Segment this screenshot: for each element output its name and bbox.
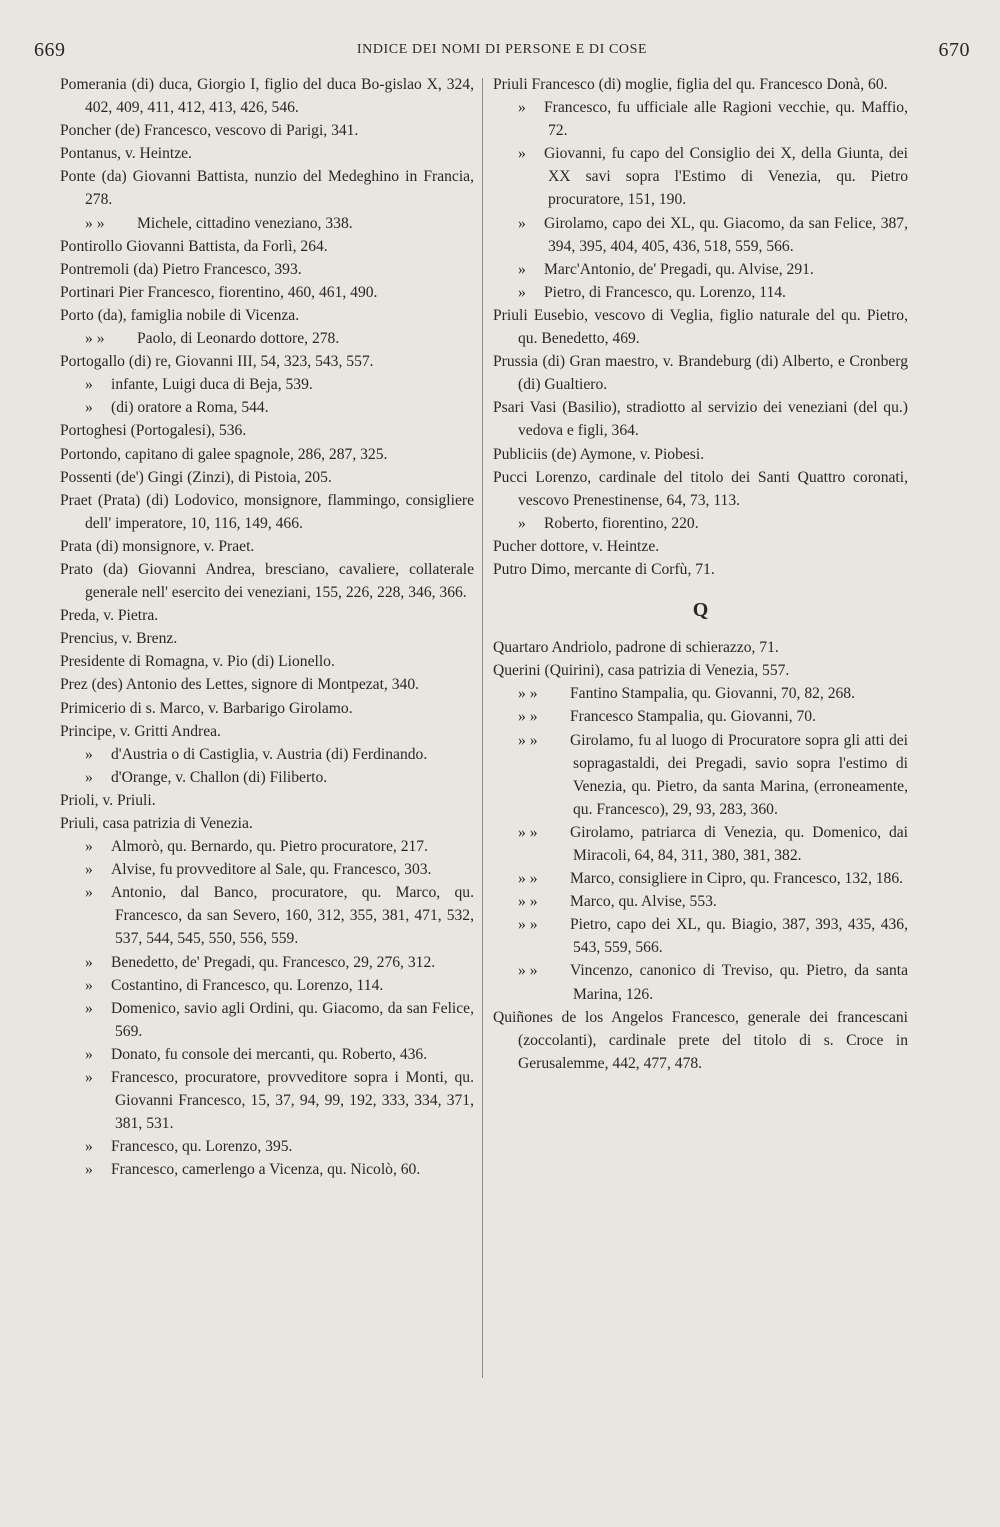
ditto-mark: » » xyxy=(518,962,538,980)
entry-text: Francesco, fu ufficiale alle Ragioni vecchie, qu. Maffio, 72. xyxy=(544,99,908,140)
entry-text: Prata (di) monsignore, v. Praet. xyxy=(60,537,255,555)
index-entry xyxy=(493,466,908,512)
entry-text: Querini (Quirini), casa patrizia di Venezia, 557. xyxy=(493,662,790,680)
entry-text: Girolamo, patriarca di Venezia, qu. Domenico, dai Miracoli, 64, 84, 311, 380, 381, 382. xyxy=(570,823,908,864)
entry-text: Prato (da) Giovanni Andrea, bresciano, cavaliere, collaterale generale nell' esercito dei veneziani, 155, 226, 228, 346, 366. xyxy=(60,560,474,602)
index-entry xyxy=(60,443,474,466)
entry-text: Preda, v. Pietra. xyxy=(60,607,159,625)
index-entry xyxy=(493,258,908,281)
index-entry xyxy=(60,858,474,881)
entry-text: Fantino Stampalia, qu. Giovanni, 70, 82, 268. xyxy=(570,685,855,703)
ditto-mark: » xyxy=(85,884,93,902)
index-entry xyxy=(60,766,474,789)
index-entry xyxy=(60,119,474,142)
entry-text: Benedetto, de' Pregadi, qu. Francesco, 29, 276, 312. xyxy=(111,953,436,971)
index-entry xyxy=(60,997,474,1043)
index-entry xyxy=(493,729,908,821)
index-entry xyxy=(60,951,474,974)
ditto-mark: » xyxy=(85,976,93,994)
entry-text: Prez (des) Antonio des Lettes, signore di Montpezat, 340. xyxy=(60,676,420,694)
index-entry xyxy=(493,512,908,535)
running-header xyxy=(34,36,970,64)
index-entry xyxy=(60,165,474,211)
index-entry xyxy=(60,396,474,419)
entry-text: Pietro, capo dei XL, qu. Biagio, 387, 393, 435, 436, 543, 559, 566. xyxy=(570,916,908,957)
index-entry xyxy=(60,627,474,650)
ditto-mark: » xyxy=(85,1138,93,1156)
index-entry xyxy=(60,1135,474,1158)
index-entry xyxy=(493,821,908,867)
entry-text: Portogallo (di) re, Giovanni III, 54, 323, 543, 557. xyxy=(60,353,374,371)
entry-text: Quiñones de los Angelos Francesco, generale dei francescani (zoccolanti), cardinale prete del titolo di s. Croce in Gerusalemme, 442, 477, 478. xyxy=(493,1008,908,1072)
entry-text: Prussia (di) Gran maestro, v. Brandeburg (di) Alberto, e Cronberg (di) Gualtiero. xyxy=(493,353,908,394)
right-column xyxy=(493,73,908,1075)
entry-text: Marc'Antonio, de' Pregadi, qu. Alvise, 291. xyxy=(544,260,814,278)
entry-text: Vincenzo, canonico di Treviso, qu. Pietro, da santa Marina, 126. xyxy=(570,962,908,1003)
ditto-mark: » xyxy=(518,514,526,532)
index-entry xyxy=(60,558,474,604)
entry-text: d'Orange, v. Challon (di) Filiberto. xyxy=(111,768,328,786)
entry-text: Marco, consigliere in Cipro, qu. Francesco, 132, 186. xyxy=(570,870,904,888)
index-entry xyxy=(60,235,474,258)
entry-text: Pucci Lorenzo, cardinale del titolo dei Santi Quattro coronati, vescovo Prenestinense, 64, 73, 113. xyxy=(493,468,908,509)
index-entry xyxy=(60,212,474,235)
index-entry xyxy=(493,212,908,258)
entry-text: Pucher dottore, v. Heintze. xyxy=(493,537,660,555)
entry-text: infante, Luigi duca di Beja, 539. xyxy=(111,376,313,394)
index-entry xyxy=(60,535,474,558)
index-entry xyxy=(493,281,908,304)
ditto-mark: » » xyxy=(518,893,538,911)
index-entry xyxy=(60,1158,474,1181)
entry-text: Porto (da), famiglia nobile di Vicenza. xyxy=(60,306,300,324)
entry-text: Psari Vasi (Basilio), stradiotto al servizio dei veneziani (del qu.) vedova e figli, 364. xyxy=(493,399,908,440)
entry-text: Francesco, qu. Lorenzo, 395. xyxy=(111,1138,293,1156)
entry-text: Priuli Francesco (di) moglie, figlia del qu. Francesco Donà, 60. xyxy=(493,76,888,93)
index-entry xyxy=(493,682,908,705)
ditto-mark: » » xyxy=(518,870,538,888)
entry-text: Almorò, qu. Bernardo, qu. Pietro procuratore, 217. xyxy=(111,838,428,856)
ditto-mark: » xyxy=(518,283,526,301)
index-entry xyxy=(60,73,474,119)
index-entry xyxy=(60,327,474,350)
entry-text: Costantino, di Francesco, qu. Lorenzo, 114. xyxy=(111,976,384,994)
ditto-mark: » xyxy=(85,1161,93,1179)
ditto-mark: » xyxy=(85,1045,93,1063)
ditto-mark: » » xyxy=(518,685,538,703)
entry-text: Ponte (da) Giovanni Battista, nunzio del Medeghino in Francia, 278. xyxy=(60,168,474,209)
entry-text: Domenico, savio agli Ordini, qu. Giacomo, da san Felice, 569. xyxy=(111,999,474,1040)
ditto-mark: » xyxy=(85,399,93,417)
index-entry xyxy=(60,142,474,165)
entry-text: Quartaro Andriolo, padrone di schierazzo, 71. xyxy=(493,639,779,657)
index-entry xyxy=(60,720,474,743)
entry-text: Priuli Eusebio, vescovo di Veglia, figlio naturale del qu. Pietro, qu. Benedetto, 469. xyxy=(493,306,908,348)
index-entry xyxy=(60,1043,474,1066)
index-entry xyxy=(493,535,908,558)
entry-text: Pietro, di Francesco, qu. Lorenzo, 114. xyxy=(544,283,786,301)
index-entry xyxy=(60,419,474,442)
index-entry xyxy=(60,350,474,373)
index-entry xyxy=(60,835,474,858)
page-number-left: 669 xyxy=(34,38,66,61)
index-entry xyxy=(493,705,908,728)
entry-text: Priuli, casa patrizia di Venezia. xyxy=(60,815,253,832)
ditto-mark: » xyxy=(85,861,93,879)
entry-text: Antonio, dal Banco, procuratore, qu. Marco, qu. Francesco, da san Severo, 160, 312, 355, 381, 471, 532, 537, 544, 545, 550, 556, 559. xyxy=(111,884,474,948)
entry-text: Girolamo, fu al luogo di Procuratore sopra gli atti dei sopragastaldi, dei Pregadi, savio sopra l'estimo di Venezia, qu. Pietro, da santa Marina, (erroneamente, qu. Francesco), 29, 93, 283, 360. xyxy=(570,731,908,818)
index-entry xyxy=(60,466,474,489)
entry-text: Pomerania (di) duca, Giorgio I, figlio del duca Bo-gislao X, 324, 402, 409, 411, 412, 413, 426, 546. xyxy=(60,76,474,117)
index-entry xyxy=(60,281,474,304)
index-entry xyxy=(493,73,908,96)
left-column xyxy=(60,73,474,1182)
section-letter: Q xyxy=(692,599,709,622)
index-entry xyxy=(60,812,474,835)
entry-text: Primicerio di s. Marco, v. Barbarigo Girolamo. xyxy=(60,699,353,717)
index-entry xyxy=(493,142,908,211)
entry-text: Poncher (de) Francesco, vescovo di Parigi, 341. xyxy=(60,122,359,140)
ditto-mark: » xyxy=(85,838,93,856)
index-entry xyxy=(493,913,908,959)
ditto-mark: » » xyxy=(85,330,105,348)
entry-text: Francesco, camerlengo a Vicenza, qu. Nicolò, 60. xyxy=(111,1161,421,1179)
entry-text: Publiciis (de) Aymone, v. Piobesi. xyxy=(493,445,705,463)
index-entry xyxy=(60,489,474,535)
index-entry xyxy=(60,673,474,696)
ditto-mark: » » xyxy=(518,708,538,726)
ditto-mark: » xyxy=(518,145,526,163)
ditto-mark: » » xyxy=(518,916,538,934)
entry-text: Roberto, fiorentino, 220. xyxy=(544,514,699,532)
index-entry xyxy=(493,443,908,466)
entry-text: Michele, cittadino veneziano, 338. xyxy=(137,214,353,232)
index-entry xyxy=(60,1066,474,1135)
entry-text: Francesco, procuratore, provveditore sopra i Monti, qu. Giovanni Francesco, 15, 37, 94, 99, 192, 333, 334, 371, 381, 531. xyxy=(111,1069,474,1133)
entry-text: Portondo, capitano di galee spagnole, 286, 287, 325. xyxy=(60,445,388,463)
ditto-mark: » xyxy=(518,99,526,117)
index-entry xyxy=(493,396,908,442)
index-entry xyxy=(60,697,474,720)
entry-text: Principe, v. Gritti Andrea. xyxy=(60,722,221,740)
column-divider xyxy=(482,78,483,1378)
entry-text: Prencius, v. Brenz. xyxy=(60,630,178,648)
entry-text: Francesco Stampalia, qu. Giovanni, 70. xyxy=(570,708,816,726)
index-entry xyxy=(493,304,908,350)
index-entry xyxy=(60,974,474,997)
index-entry xyxy=(60,743,474,766)
ditto-mark: » » xyxy=(518,731,538,749)
index-entry xyxy=(60,604,474,627)
entry-text: (di) oratore a Roma, 544. xyxy=(111,399,269,417)
index-entry xyxy=(493,96,908,142)
ditto-mark: » xyxy=(518,214,526,232)
entry-text: Alvise, fu provveditore al Sale, qu. Francesco, 303. xyxy=(111,861,432,879)
ditto-mark: » xyxy=(85,1069,93,1087)
running-title: INDICE DEI NOMI DI PERSONE E DI COSE xyxy=(356,42,648,57)
entry-text: Pontanus, v. Heintze. xyxy=(60,145,192,163)
index-entry xyxy=(60,258,474,281)
entry-text: Giovanni, fu capo del Consiglio dei X, della Giunta, dei XX savi sopra l'Estimo di Venezia, qu. Pietro procuratore, 151, 190. xyxy=(544,145,908,209)
index-entry xyxy=(60,304,474,327)
entry-text: Pontirollo Giovanni Battista, da Forlì, 264. xyxy=(60,237,328,255)
ditto-mark: » xyxy=(85,953,93,971)
entry-text: Possenti (de') Gingi (Zinzi), di Pistoia, 205. xyxy=(60,468,332,486)
index-entry xyxy=(493,350,908,396)
entry-text: Presidente di Romagna, v. Pio (di) Lionello. xyxy=(60,653,335,671)
entry-text: Putro Dimo, mercante di Corfù, 71. xyxy=(493,560,715,578)
ditto-mark: » xyxy=(518,260,526,278)
entry-text: d'Austria o di Castiglia, v. Austria (di) Ferdinando. xyxy=(111,745,428,763)
entry-text: Portinari Pier Francesco, fiorentino, 460, 461, 490. xyxy=(60,283,378,301)
entry-text: Prioli, v. Priuli. xyxy=(60,791,156,809)
index-entry xyxy=(493,558,908,581)
index-entry xyxy=(493,890,908,913)
index-entry xyxy=(60,373,474,396)
index-entry xyxy=(493,1006,908,1075)
ditto-mark: » xyxy=(85,768,93,786)
entry-text: Paolo, di Leonardo dottore, 278. xyxy=(137,330,340,348)
ditto-mark: » » xyxy=(85,214,105,232)
index-entry xyxy=(60,881,474,950)
entry-text: Girolamo, capo dei XL, qu. Giacomo, da san Felice, 387, 394, 395, 404, 405, 436, 518, 559, 566. xyxy=(544,214,908,255)
ditto-mark: » » xyxy=(518,823,538,841)
entry-text: Pontremoli (da) Pietro Francesco, 393. xyxy=(60,260,302,278)
entry-text: Portoghesi (Portogalesi), 536. xyxy=(60,422,247,440)
index-entry xyxy=(493,959,908,1005)
entry-text: Donato, fu console dei mercanti, qu. Roberto, 436. xyxy=(111,1045,428,1063)
page-number-right: 670 xyxy=(938,38,970,61)
entry-text: Marco, qu. Alvise, 553. xyxy=(570,893,717,911)
index-entry xyxy=(493,636,908,659)
index-entry xyxy=(60,650,474,673)
ditto-mark: » xyxy=(85,745,93,763)
index-entry xyxy=(493,659,908,682)
entry-text: Praet (Prata) (di) Lodovico, monsignore, flammingo, consigliere dell' imperatore, 10, 116, 149, 466. xyxy=(60,491,474,532)
ditto-mark: » xyxy=(85,376,93,394)
index-entry xyxy=(493,867,908,890)
index-entry xyxy=(60,789,474,812)
ditto-mark: » xyxy=(85,999,93,1017)
